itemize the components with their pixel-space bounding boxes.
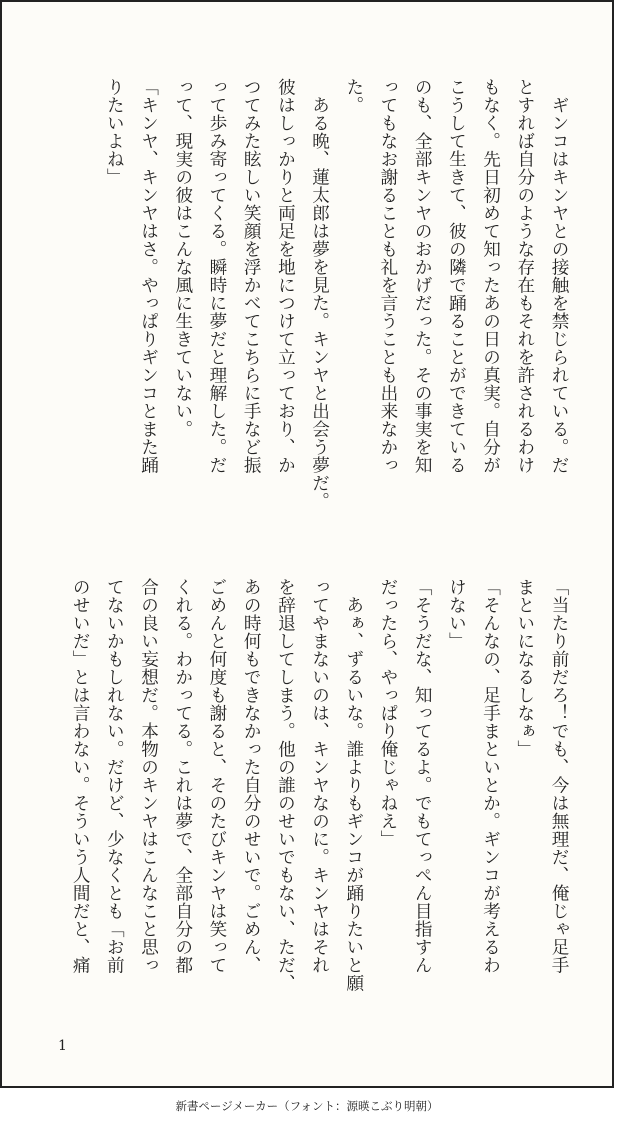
page-number: 1 bbox=[58, 1038, 67, 1054]
paragraph: あぁ、ずるいな。誰よりもギンコが踊りたいと願 ってやまないのは、キンヤなのに。キンヤはそれ を辞退してしまう。他の誰のせいでもない、ただ、 あの時何もできなかった自分のせいで。ごめん、 ごめんと何度も謝ると、そのたびキンヤは笑って くれる。わかってる。これは夢で、全部自分の都 合の良い妄想だ。本物のキンヤはこんなこと思っ てないかもしれない。だけど、少なくとも「お前 のせいだ」とは言わない。そういう人間だと、痛 bbox=[70, 578, 364, 992]
footer-credit: 新書ページメーカー（フォント：源暎こぶり明朝） bbox=[175, 1099, 439, 1113]
top-column-block bbox=[42, 78, 576, 528]
paragraph: 「当たり前だろ！でも、今は無理だ、俺じゃ足手 まといになるしなぁ」 bbox=[514, 578, 569, 974]
paragraph: ある晩、蓮太郎は夢を見た。キンヤと出会う夢だ。 彼はしっかりと両足を地につけて立っており、か つてみた眩しい笑顔を浮かべてこちらに手など振 って歩み寄ってくる。瞬時に夢だと理解した。だ って、現実の彼はこんな風に生きていない。 bbox=[172, 78, 330, 510]
paragraph: 「そんなの、足手まといとか。ギンコが考えるわ けない」 bbox=[446, 578, 501, 974]
bottom-column-block bbox=[42, 578, 576, 1008]
paragraph: 「そうだな、知ってるよ。でもてっぺん目指すん だったら、やっぱり俺じゃねえ」 bbox=[377, 578, 433, 974]
paragraph: ギンコはキンヤとの接触を禁じられている。だ とすれば自分のような存在もそれを許されるわけ もなく。先日初めて知ったあの日の真実。自分が こうして生きて、彼の隣で踊ることができている のも、全部キンヤのおかげだった。その事実を知 ってもなお謝ることも礼を言うことも出来なかっ た。 bbox=[343, 78, 569, 474]
paragraph: 「キンヤ、キンヤはさ。やっぱりギンコとまた踊 りたいよね」 bbox=[104, 78, 159, 474]
